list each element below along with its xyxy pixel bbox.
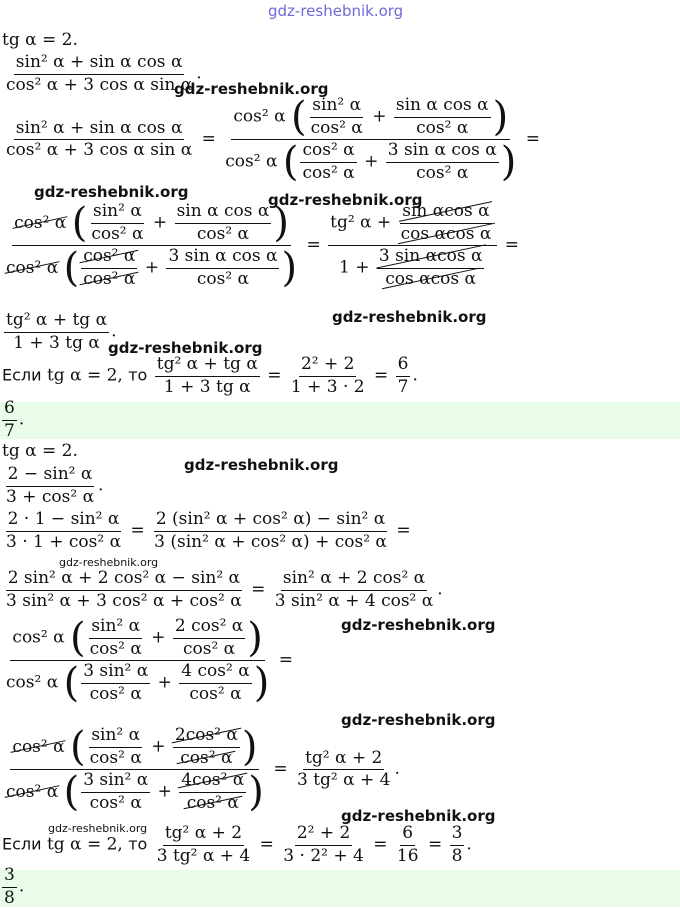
answer-numerator: 6 — [2, 399, 17, 421]
watermark-small: gdz-reshebnik.org — [48, 822, 148, 835]
expr-denominator: cos² α + 3 cos α sin α — [6, 74, 193, 95]
equals: = — [201, 129, 216, 150]
step-line: $\frac{\text{2 sin² α + 2 cos² α − sin² α}}{\text{3 sin² α + 3 cos² α + cos² α}}$ = $\frac{\text{sin² α + 2 cos² α}}{\text{3 sin² α + 4 cos² α}}$ . — [6, 568, 443, 611]
substitution-line: Если tg α = 2, то $\frac{\text{tg² α + 2}}{\text{3 tg² α + 4}}$ = $\frac{\text{2² + 2}}{\text{3 · 2² + 4}}$ = $\frac{6}{16}$ = $\frac{3}{8}$ . — [2, 823, 472, 866]
lhs-denominator: cos² α + 3 cos α sin α — [6, 140, 193, 161]
watermark: gdz-reshebnik.org — [332, 308, 487, 326]
step-line-cancel: cos² α ( $\frac{\text{sin² α}}{\text{cos² α}}$ + $\frac{\text{2cos² α}}{\text{cos² α}}$ ) cos² α ( $\frac{\text{3 sin² α}}{\text{cos² α}}$ + $\frac{\text{4cos² α}}{\text{cos² α}}$ ) = $\frac{\text{tg² α + 2}}{\text{3 tg² α + 4}}$ . — [6, 724, 400, 816]
equals: = — [525, 129, 540, 150]
watermark: gdz-reshebnik.org — [184, 456, 339, 474]
answer: $\frac{6}{7}$ . — [4, 398, 25, 441]
watermark: gdz-reshebnik.org — [268, 191, 423, 209]
punct: . — [196, 63, 202, 84]
substitution-line: Если tg α = 2, то $\frac{\text{tg² α + tg α}}{\text{1 + 3 tg α}}$ = $\frac{\text{2² + 2}}{1 + 3 \cdot 2}$ = $\frac{6}{7}$ . — [2, 354, 418, 397]
given-line: tg α = 2. — [2, 441, 78, 461]
cancelled-term: cos² α — [6, 257, 59, 278]
step-line: $\frac{\text{2 · 1 − sin² α}}{\text{3 · 1 + cos² α}}$ = $\frac{\text{2 (sin² α + cos² α) − sin² α}}{\text{3 (sin² α + cos² α) + cos² α}}$ = — [6, 509, 411, 552]
simplified: $\frac{\text{tg² α + tg α}}{\text{1 + 3 tg α}}$ . — [6, 310, 117, 353]
expr-numerator: sin² α + sin α cos α — [14, 53, 185, 75]
step-line — [2, 94, 540, 186]
cancelled-term: cos² α — [14, 212, 67, 233]
watermark: gdz-reshebnik.org — [34, 183, 189, 201]
answer-band — [0, 402, 680, 439]
watermark: gdz-reshebnik.org — [341, 807, 496, 825]
watermark: gdz-reshebnik.org — [341, 616, 496, 634]
watermark-top[interactable]: gdz-reshebnik.org — [268, 2, 404, 20]
watermark-small: gdz-reshebnik.org — [59, 556, 159, 569]
expression — [2, 53, 202, 95]
watermark: gdz-reshebnik.org — [108, 339, 263, 357]
watermark: gdz-reshebnik.org — [341, 711, 496, 729]
answer: $\frac{3}{8}$ . — [4, 865, 25, 908]
lhs-numerator: sin² α + sin α cos α — [14, 119, 185, 141]
expression: $\frac{\text{2 − sin² α}}{\text{3 + cos² α}}$ . — [6, 464, 104, 507]
given-line: tg α = 2. — [2, 30, 78, 50]
rhs-numerator: cos² α ( $\frac{\text{sin² α}}{\text{cos² α}}$ + $\frac{\text{sin α cos α}}{\text{cos² α}}$ ) — [233, 94, 509, 141]
step-line-cancel: cos² α ( $\frac{\text{sin² α}}{\text{cos² α}}$ + $\frac{\text{sin α cos α}}{\text{cos² α}}$ ) cos² α ( $\frac{\text{cos² α}}{\text{cos² α}}$ + $\frac{\text{3 sin α cos α}}{\text{cos² α}}$ ) = tg² α + $\frac{\text{sin αcos α}}{\text{cos αcos α}}$ 1 + $\frac{\text{3 sin αcos α}}{\text{cos αcos α}}$ = — [6, 200, 519, 292]
watermark: gdz-reshebnik.org — [174, 80, 329, 98]
rhs-denominator: cos² α ( $\frac{\text{cos² α}}{\text{cos² α}}$ + $\frac{\text{3 sin α cos α}}{\text{cos² α}}$ ) — [225, 139, 517, 186]
step-line: cos² α ( $\frac{\text{sin² α}}{\text{cos² α}}$ + $\frac{\text{2 cos² α}}{\text{cos² α}}$ ) cos² α ( $\frac{\text{3 sin² α}}{\text{cos² α}}$ + $\frac{\text{4 cos² α}}{\text{cos² α}}$ ) = — [6, 615, 293, 707]
answer-band — [0, 870, 680, 907]
answer-denominator: 7 — [4, 420, 15, 441]
